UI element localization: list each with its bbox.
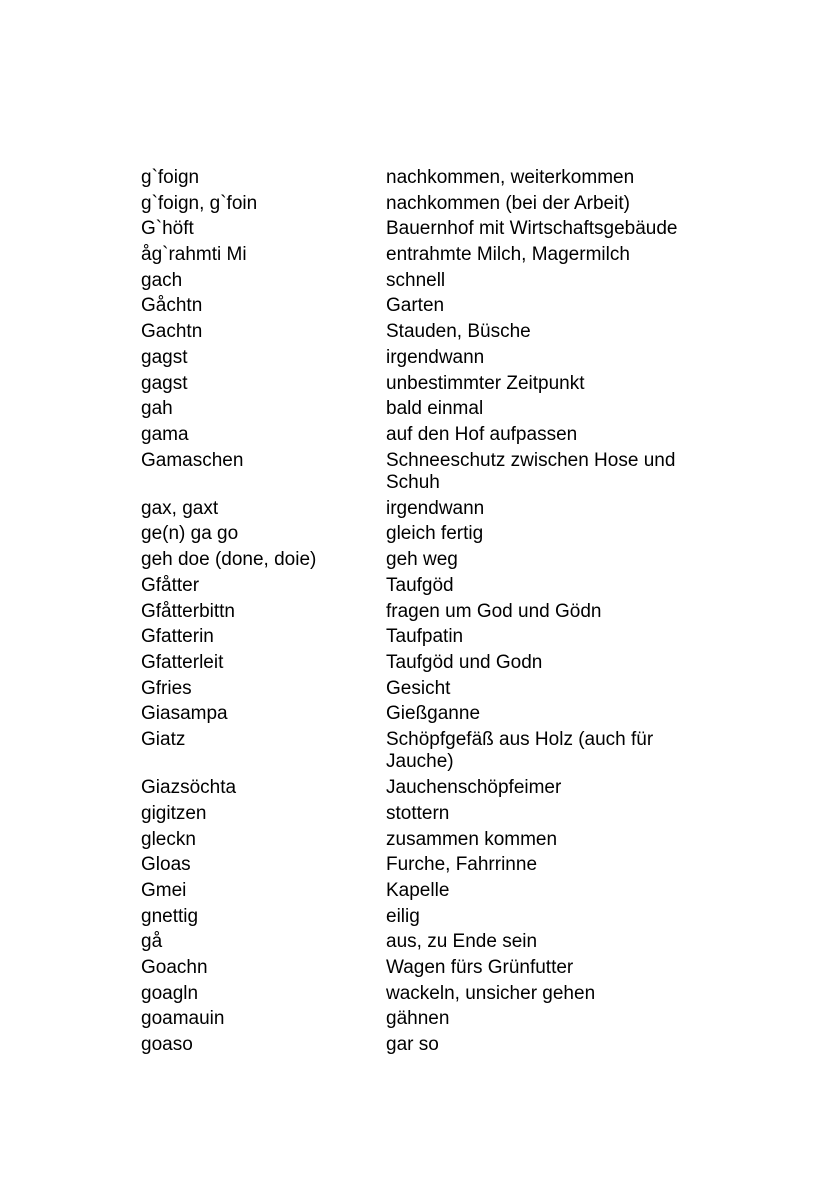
entry-meaning: Jauchenschöpfeimer: [386, 777, 562, 799]
entry-term: Goachn: [141, 956, 208, 978]
glossary-entry: [141, 295, 741, 321]
entry-term: gagst: [141, 372, 188, 394]
entry-term: gagst: [141, 346, 188, 368]
glossary-entry: [141, 167, 741, 193]
entry-meaning: auf den Hof aufpassen: [386, 423, 578, 445]
entry-meaning: Kapelle: [386, 879, 450, 901]
entry-meaning: gleich fertig: [386, 523, 484, 545]
entry-term: Giatz: [141, 728, 186, 750]
glossary-entry: [141, 1008, 741, 1034]
entry-meaning: schnell: [386, 269, 446, 291]
glossary-entry: [141, 498, 741, 524]
glossary-entry: [141, 678, 741, 704]
glossary-entry: [141, 450, 741, 498]
glossary-entry: [141, 703, 741, 729]
entry-meaning: nachkommen, weiterkommen: [386, 167, 635, 188]
entry-meaning: Taufgöd und Godn: [386, 651, 543, 673]
glossary-entry: [141, 601, 741, 627]
entry-term: Gfåtter: [141, 574, 200, 596]
glossary-entry: [141, 931, 741, 957]
entry-meaning: stottern: [386, 802, 450, 824]
glossary-entry: [141, 906, 741, 932]
entry-meaning: entrahmte Milch, Magermilch: [386, 244, 630, 266]
entry-term: geh doe (done, doie): [141, 549, 317, 571]
glossary-entry: [141, 424, 741, 450]
entry-term: Gåchtn: [141, 295, 203, 317]
entry-term: gleckn: [141, 828, 196, 850]
entry-term: Gfries: [141, 677, 192, 699]
entry-meaning: Bauernhof mit Wirtschaftsgebäude: [386, 218, 678, 240]
glossary-entry: [141, 549, 741, 575]
entry-term: Giazsöchta: [141, 777, 237, 799]
entry-term: gah: [141, 398, 173, 420]
glossary-entry: [141, 983, 741, 1009]
entry-term: Gachtn: [141, 321, 203, 343]
entry-meaning: bald einmal: [386, 398, 484, 420]
glossary-entry: [141, 347, 741, 373]
glossary-entry: [141, 321, 741, 347]
glossary-entry: [141, 218, 741, 244]
entry-meaning: Stauden, Büsche: [386, 321, 531, 343]
entry-term: gå: [141, 931, 163, 953]
glossary-entry: [141, 523, 741, 549]
glossary-entry: [141, 575, 741, 601]
glossary-entry: [141, 854, 741, 880]
entry-term: Gloas: [141, 854, 191, 876]
entry-meaning: Taufpatin: [386, 626, 464, 648]
entry-term: Gamaschen: [141, 449, 244, 471]
entry-meaning: Wagen fürs Grünfutter: [386, 956, 574, 978]
entry-meaning: fragen um God und Gödn: [386, 600, 602, 622]
entry-meaning: wackeln, unsicher gehen: [386, 982, 596, 1004]
glossary-entry: [141, 803, 741, 829]
entry-term: ge(n) ga go: [141, 523, 239, 545]
entry-term: goagln: [141, 982, 199, 1004]
entry-term: Gfatterleit: [141, 651, 224, 673]
entry-meaning: aus, zu Ende sein: [386, 931, 538, 953]
glossary-entry: [141, 270, 741, 296]
entry-term: gnettig: [141, 905, 199, 927]
entry-term: goaso: [141, 1034, 193, 1055]
entry-meaning: unbestimmter Zeitpunkt: [386, 372, 585, 394]
glossary-entry: [141, 729, 741, 777]
glossary-entry: [141, 244, 741, 270]
entry-term: gach: [141, 269, 183, 291]
glossary-list: [141, 167, 741, 1060]
glossary-entry: [141, 829, 741, 855]
entry-meaning: Schneeschutz zwischen Hose und Schuh: [386, 449, 676, 494]
glossary-entry: [141, 777, 741, 803]
entry-term: åg`rahmti Mi: [141, 244, 247, 266]
entry-meaning: Schöpfgefäß aus Holz (auch für Jauche): [386, 728, 654, 773]
entry-term: goamauin: [141, 1008, 225, 1030]
entry-meaning: Garten: [386, 295, 445, 317]
entry-meaning: geh weg: [386, 549, 458, 571]
entry-meaning: Gesicht: [386, 677, 451, 699]
entry-meaning: irgendwann: [386, 346, 485, 368]
glossary-entry: [141, 373, 741, 399]
entry-meaning: irgendwann: [386, 497, 485, 519]
entry-term: gax, gaxt: [141, 497, 219, 519]
entry-meaning: Furche, Fahrrinne: [386, 854, 538, 876]
entry-meaning: Gießganne: [386, 703, 481, 725]
entry-term: Gfåtterbittn: [141, 600, 235, 622]
entry-term: g`foign, g`foin: [141, 192, 258, 214]
entry-term: G`höft: [141, 218, 194, 240]
glossary-entry: [141, 880, 741, 906]
entry-term: Gfatterin: [141, 626, 214, 648]
entry-meaning: gar so: [386, 1034, 439, 1055]
entry-meaning: eilig: [386, 905, 420, 927]
entry-meaning: gähnen: [386, 1008, 450, 1030]
entry-term: g`foign: [141, 167, 200, 188]
glossary-entry: [141, 398, 741, 424]
entry-term: gigitzen: [141, 802, 207, 824]
entry-term: Giasampa: [141, 703, 228, 725]
glossary-entry: [141, 626, 741, 652]
glossary-entry: [141, 652, 741, 678]
entry-term: gama: [141, 423, 189, 445]
entry-meaning: nachkommen (bei der Arbeit): [386, 192, 630, 214]
glossary-entry: [141, 193, 741, 219]
entry-meaning: Taufgöd: [386, 574, 454, 596]
glossary-entry: [141, 957, 741, 983]
glossary-entry: [141, 1034, 741, 1060]
entry-term: Gmei: [141, 879, 187, 901]
entry-meaning: zusammen kommen: [386, 828, 558, 850]
